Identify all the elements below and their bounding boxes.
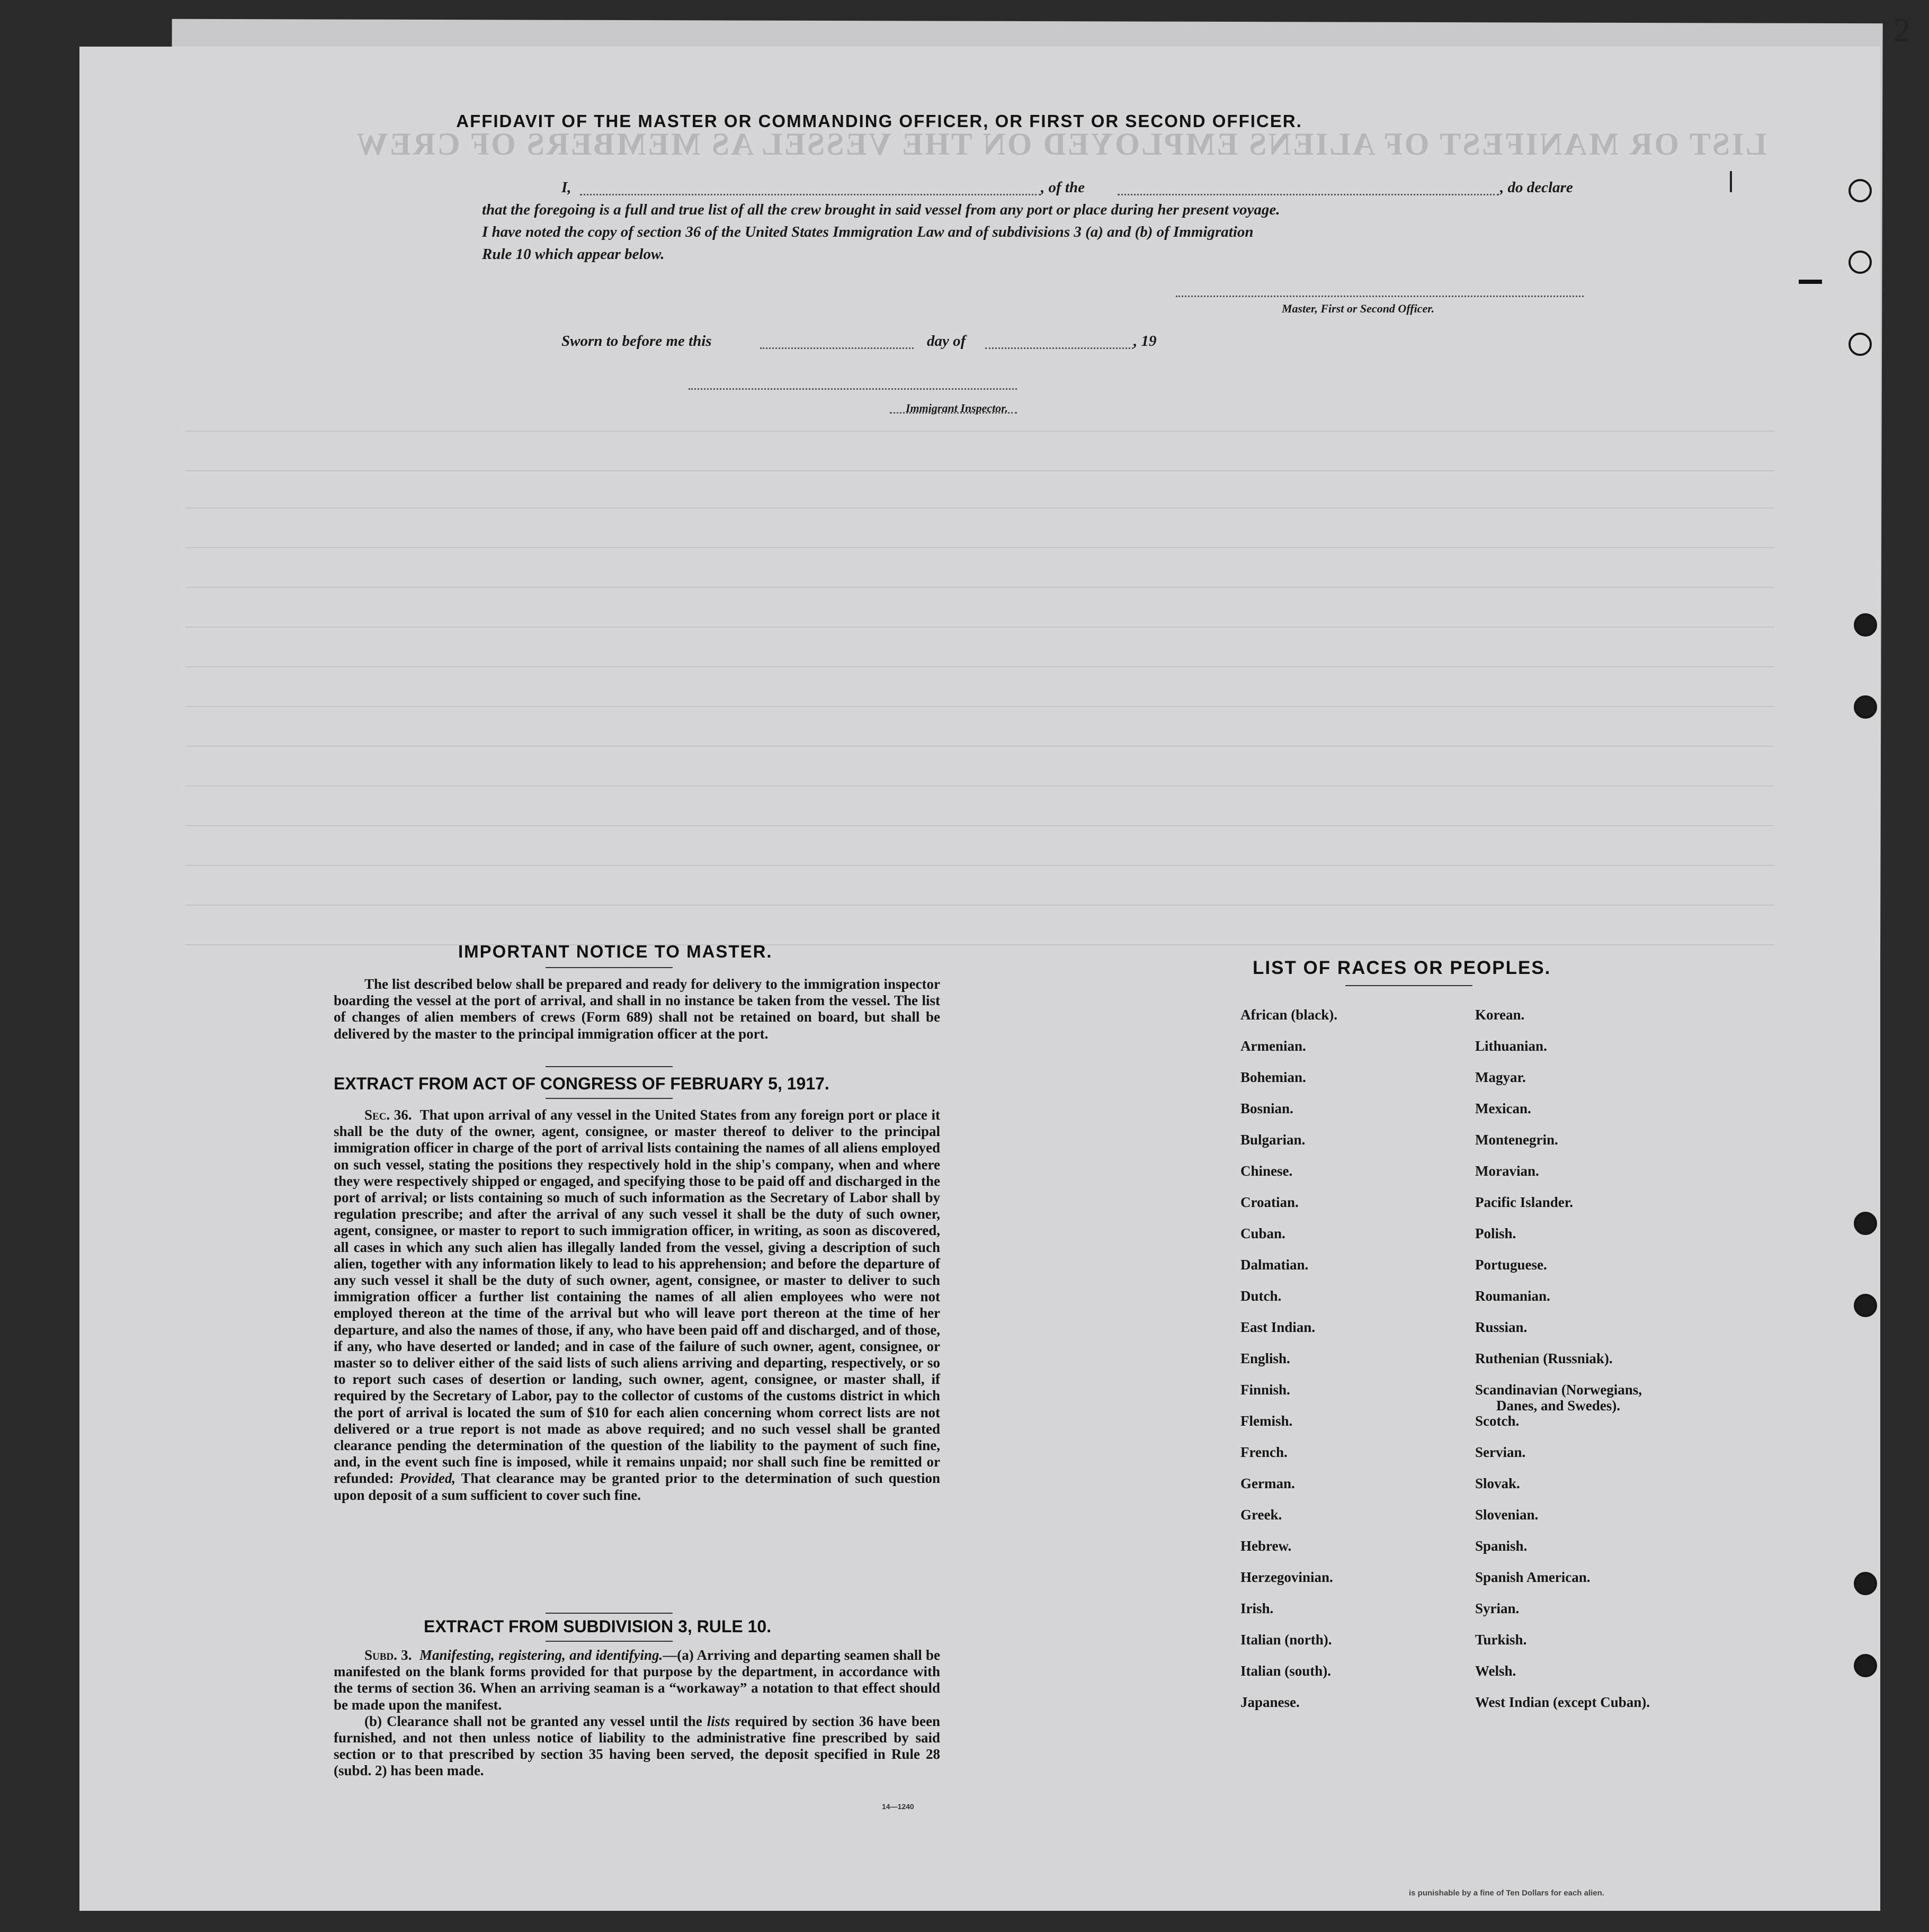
race-item: Magyar. (1475, 1069, 1526, 1085)
name-blank (580, 194, 1041, 195)
race-item: Welsh. (1475, 1663, 1516, 1679)
races-right-column (1475, 1007, 1650, 1725)
race-item: Bulgarian. (1240, 1132, 1306, 1148)
subd-para-b-start: (b) Clearance shall not be granted any vessel until the (364, 1713, 702, 1729)
races-title: LIST OF RACES OR PEOPLES. (1253, 958, 1551, 978)
race-item: Montenegrin. (1475, 1132, 1558, 1148)
bleed-through-row (185, 706, 1774, 707)
race-item: Chinese. (1240, 1163, 1293, 1179)
page-mark: 2 (1894, 11, 1910, 49)
notice-paragraph: The list described below shall be prepared and ready for delivery to the immigration inspector boarding the vessel at the port of arrival, and shall in no instance be taken from the vessel. The list of changes of alien members of crews (Form 689) shall not be retained on board, but shall be delivered by the master to the principal immigration officer at the port. (334, 976, 940, 1042)
lists-word: lists (707, 1713, 730, 1729)
race-item: Greek. (1240, 1507, 1282, 1523)
race-item-continuation: Danes, and Swedes). (1496, 1398, 1621, 1414)
affidavit-line-4: Rule 10 which appear below. (482, 246, 665, 263)
race-item: Scandinavian (Norwegians, Danes, and Swedes). (1475, 1382, 1650, 1413)
punch-hole (1848, 251, 1872, 274)
pen-mark (1730, 171, 1732, 192)
title-rule (546, 967, 673, 968)
punch-hole (1848, 179, 1872, 202)
affidavit-line-2: that the foregoing is a full and true list of all the crew brought in said vessel from any port or place during her present voyage. (482, 201, 1280, 218)
title-rule (546, 1098, 673, 1099)
day-of-label: day of (927, 333, 966, 350)
punch-hole (1854, 613, 1877, 637)
race-item: East Indian. (1240, 1319, 1316, 1335)
section-rule (546, 1066, 673, 1067)
title-rule (546, 1641, 673, 1642)
race-item: Russian. (1475, 1319, 1528, 1335)
master-signature-label: Master, First or Second Officer. (1282, 302, 1435, 315)
punch-hole (1854, 1294, 1877, 1317)
bleed-through-row (185, 547, 1774, 548)
extract-rule-title: EXTRACT FROM SUBDIVISION 3, RULE 10. (424, 1617, 772, 1636)
affidavit-title: AFFIDAVIT OF THE MASTER OR COMMANDING OFFICER, OR FIRST OR SECOND OFFICER. (456, 111, 1302, 131)
race-item: Turkish. (1475, 1632, 1527, 1648)
title-rule (1345, 985, 1472, 986)
race-item: Italian (south). (1240, 1663, 1332, 1679)
sworn-day-blank (760, 347, 914, 349)
bleed-through-row (185, 431, 1774, 432)
race-item: Moravian. (1475, 1163, 1539, 1179)
form-number: 14—1240 (882, 1802, 914, 1811)
affidavit-of-the: , of the (1041, 179, 1085, 196)
notice-body (334, 976, 940, 1042)
race-item: English. (1240, 1350, 1290, 1366)
sworn-label: Sworn to before me this (561, 333, 712, 350)
race-item: Armenian. (1240, 1038, 1306, 1054)
bleed-through-row (185, 865, 1774, 866)
bleed-through-row (185, 507, 1774, 508)
bleed-through-row (185, 944, 1774, 945)
sec-36-end: That clearance may be granted prior to the determination of such question upon deposit of a sum sufficient to cover such fine. (334, 1470, 940, 1503)
race-item: West Indian (except Cuban). (1475, 1694, 1650, 1710)
race-item: Spanish. (1475, 1538, 1528, 1554)
affidavit-i: I, (561, 179, 571, 196)
race-item: African (black). (1240, 1007, 1337, 1023)
race-item: Herzegovinian. (1240, 1569, 1333, 1585)
document-page (79, 47, 1880, 1911)
race-item: Scotch. (1475, 1413, 1520, 1429)
race-item: Irish. (1240, 1600, 1274, 1616)
race-item: Flemish. (1240, 1413, 1293, 1429)
notice-title: IMPORTANT NOTICE TO MASTER. (458, 942, 773, 961)
month-blank (985, 347, 1133, 349)
section-rule (546, 1613, 673, 1614)
race-item: Lithuanian. (1475, 1038, 1547, 1054)
inspector-signature-line (689, 388, 1017, 390)
race-item: Italian (north). (1240, 1632, 1332, 1648)
bleed-through-row (185, 785, 1774, 786)
sec-36-text: That upon arrival of any vessel in the United States from any foreign port or place it shall be the duty of the owner, agent, consignee, or master thereof to deliver to the principal immigration officer in charge of the port of arrival lists containing the names of all aliens employed on such vessel, stating the positions they respectively hold in the ship's company, when and where they were respectively shipped or engaged, and specifying those to be paid off and discharged in the port of arrival; or lists containing so much of such information as the Secretary of Labor shall by regulation prescribe; and after the arrival of any such vessel it shall be the duty of such owner, agent, consignee, or master to report to such immigration officer, in writing, as soon as discovered, all cases in which any such alien has illegally landed from the vessel, giving a description of such alien, together with any information likely to lead to his apprehension; and before the departure of any such vessel it shall be the duty of such owner, agent, consignee, or master to deliver to such immigration officer a further list containing the names of all alien employees who were not employed thereon at the time of the arrival but who will leave port thereon at the time of her departure, and also the names of those, if any, who have been paid off and discharged, and of those, if any, who have deserted or landed; and in case of the failure of such owner, agent, consignee, or master so to deliver either of the said lists of such aliens arriving and departing, respectively, or so to report such cases of desertion or landing, such owner, agent, consignee, or master shall, if required by the Secretary of Labor, pay to the collector of customs of the customs district in which the port of arrival is located the sum of $10 for each alien concerning whom correct lists are not delivered or a true report is not made as above required; and no such vessel shall be granted clearance pending the determination of the question of the liability to the payment of such fine, and, in the event such fine is imposed, while it remains unpaid; nor shall such fine be remitted or refunded: (334, 1107, 940, 1487)
race-item: Korean. (1475, 1007, 1525, 1023)
race-item: Hebrew. (1240, 1538, 1292, 1554)
subd-para-b-end: required by section 36 have been furnished, and not then unless notice of liability to the administrative fine prescribed by said section or to that prescribed by section 35 having been served, the deposit specified in Rule 28 (subd. 2) has been made. (334, 1713, 940, 1779)
punch-hole (1854, 1654, 1877, 1677)
race-item: Finnish. (1240, 1382, 1290, 1398)
punch-hole (1854, 695, 1877, 719)
master-signature-line (1176, 296, 1584, 297)
race-item: Polish. (1475, 1226, 1516, 1241)
race-item: Roumanian. (1475, 1288, 1550, 1304)
race-item: Bohemian. (1240, 1069, 1306, 1085)
affidavit-declare: , do declare (1500, 179, 1573, 196)
race-item: Servian. (1475, 1444, 1526, 1460)
year-prefix: , 19 (1133, 333, 1157, 350)
race-item: Mexican. (1475, 1101, 1531, 1116)
sec-label: Sec. 36. (364, 1107, 412, 1123)
subd-para-a: —(a) Arriving and departing seamen shall be manifested on the blank forms provided for that purpose by the department, in accordance with the terms of section 36. When an arriving seaman is a “workaway” a notation to that effect should be made upon the manifest. (334, 1647, 941, 1713)
race-item: Slovak. (1475, 1475, 1520, 1491)
race-item: German. (1240, 1475, 1295, 1491)
race-item: French. (1240, 1444, 1288, 1460)
affidavit-line-3: I have noted the copy of section 36 of the United States Immigration Law and of subdivisions 3 (a) and (b) of Immigration (482, 223, 1254, 240)
race-item: Dalmatian. (1240, 1257, 1309, 1273)
race-item: Pacific Islander. (1475, 1194, 1573, 1210)
bottom-fragment: is punishable by a fine of Ten Dollars for each alien. (1409, 1889, 1604, 1898)
provided-word: Provided, (399, 1470, 456, 1487)
race-item: Spanish American. (1475, 1569, 1591, 1585)
subd-label: Subd. 3. (364, 1647, 412, 1663)
punch-hole (1854, 1572, 1877, 1595)
race-item: Croatian. (1240, 1194, 1299, 1210)
bleed-through-title: LIST OR MANIFEST OF ALIENS EMPLOYED ON THE VESSEL AS MEMBERS OF CREW (355, 127, 1767, 162)
bleed-through-row (185, 825, 1774, 826)
race-item: Dutch. (1240, 1288, 1282, 1304)
race-item: Japanese. (1240, 1694, 1300, 1710)
punch-hole (1854, 1212, 1877, 1235)
race-item: Bosnian. (1240, 1101, 1293, 1116)
inspector-label: Immigrant Inspector. (906, 401, 1008, 415)
bleed-through-row (185, 587, 1774, 588)
pen-mark (1799, 280, 1822, 284)
subd-heading: Manifesting, registering, and identifying. (419, 1647, 663, 1663)
race-item: Slovenian. (1475, 1507, 1539, 1523)
bleed-through-row (185, 627, 1774, 628)
bleed-through-row (185, 746, 1774, 747)
bleed-through-row (185, 905, 1774, 906)
bleed-through-row (185, 470, 1774, 471)
section-36-body (334, 1107, 940, 1504)
race-item: Syrian. (1475, 1600, 1520, 1616)
punch-hole (1848, 333, 1872, 356)
race-item: Ruthenian (Russniak). (1475, 1350, 1613, 1366)
extract-act-title: EXTRACT FROM ACT OF CONGRESS OF FEBRUARY 5, 1917. (334, 1074, 829, 1093)
races-left-column (1240, 1007, 1337, 1725)
race-item: Cuban. (1240, 1226, 1285, 1241)
race-item: Portuguese. (1475, 1257, 1547, 1273)
bleed-through-row (185, 666, 1774, 667)
vessel-blank (1118, 194, 1499, 195)
rule-10-body (334, 1647, 940, 1779)
